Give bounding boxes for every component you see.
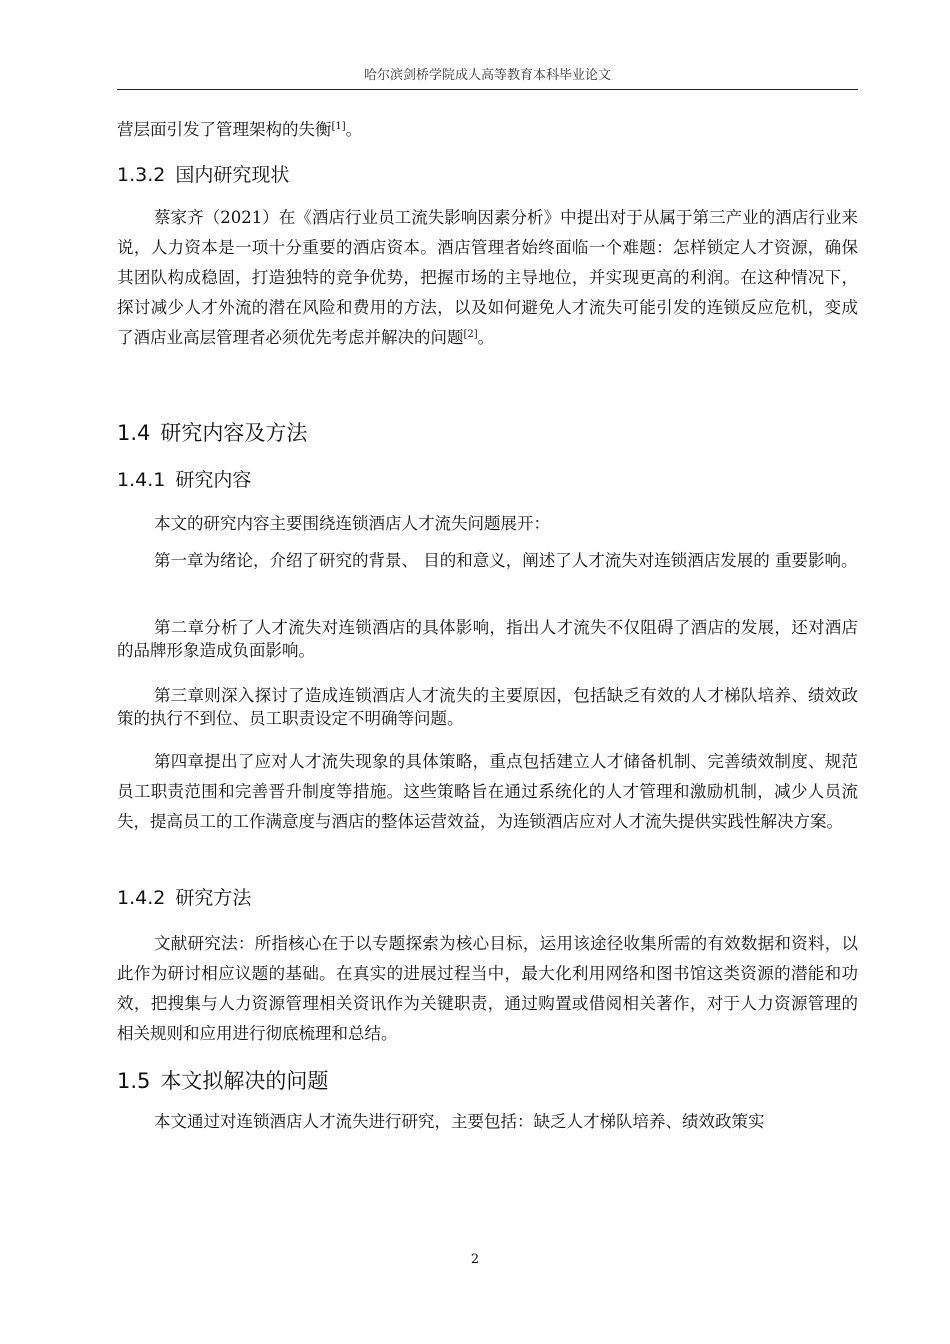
paragraph-problems: 本文通过对连锁酒店人才流失进行研究，主要包括：缺乏人才梯队培养、绩效政策实 (154, 1112, 765, 1131)
heading-1-5 (117, 1066, 858, 1096)
heading-title: 本文拟解决的问题 (160, 1069, 329, 1093)
heading-1-3-2 (117, 162, 858, 188)
continued-paragraph-text: 营层面引发了管理架构的失衡 (117, 120, 332, 139)
paragraph-text: 蔡家齐（2021）在《酒店行业员工流失影响因素分析》中提出对于从属于第三产业的酒店行业来说，人力资本是一项十分重要的酒店资本。酒店管理者始终面临一个难题：怎样锁定人才资源，确保其团队构成稳固，打造独特的竞争优势，把握市场的主导地位，并实现更高的利润。在这种情况下，探讨减少人才外流的潜在风险和费用的方法，以及如何避免人才流失可能引发的连锁反应危机，变成了酒店业高层管理者必须优先考虑并解决的问题 (117, 208, 858, 347)
heading-number: 1.5 (117, 1069, 151, 1093)
continued-paragraph (117, 115, 858, 145)
paragraph-chapter-3: 第三章则深入探讨了造成连锁酒店人才流失的主要原因，包括缺乏有效的人才梯队培养、绩效政策的执行不到位、员工职责设定不明确等问题。 (117, 686, 858, 728)
heading-number: 1.4.2 (117, 887, 166, 909)
heading-number: 1.3.2 (117, 164, 166, 186)
running-header: 哈尔滨剑桥学院成人高等教育本科毕业论文 (117, 64, 858, 90)
citation-ref: [2] (463, 329, 478, 340)
paragraph-chapter-4: 第四章提出了应对人才流失现象的具体策略，重点包括建立人才储备机制、完善绩效制度、规范员工职责范围和完善晋升制度等措施。这些策略旨在通过系统化的人才管理和激励机制，减少人员流失，提高员工的工作满意度与酒店的整体运营效益，为连锁酒店应对人才流失提供实践性解决方案。 (117, 752, 858, 831)
heading-number: 1.4 (117, 421, 151, 445)
heading-title: 研究内容 (175, 469, 252, 491)
heading-1-4 (117, 418, 858, 448)
heading-number: 1.4.1 (117, 469, 166, 491)
paragraph-chapter-1: 第一章为绪论，介绍了研究的背景、 目的和意义，阐述了人才流失对连锁酒店发展的 重要影响。 (154, 551, 858, 570)
heading-1-4-1 (117, 467, 858, 493)
paragraph-chapter-2: 第二章分析了人才流失对连锁酒店的具体影响，指出人才流失不仅阻碍了酒店的发展，还对酒店的品牌形象造成负面影响。 (117, 618, 858, 660)
paragraph-end: 。 (477, 328, 495, 347)
paragraph-domestic-research (117, 203, 858, 353)
citation-ref: [1] (331, 121, 346, 132)
heading-title: 研究方法 (175, 887, 252, 909)
heading-1-4-2 (117, 885, 858, 911)
paragraph-content-intro: 本文的研究内容主要围绕连锁酒店人才流失问题展开： (154, 514, 550, 533)
heading-title: 研究内容及方法 (160, 421, 308, 445)
paragraph-research-method: 文献研究法：所指核心在于以专题探索为核心目标，运用该途径收集所需的有效数据和资料，以此作为研讨相应议题的基础。在真实的进展过程当中，最大化利用网络和图书馆这类资源的潜能和功效，把搜集与人力资源管理相关资讯作为关键职责，通过购置或借阅相关著作，对于人力资源管理的相关规则和应用进行彻底梳理和总结。 (117, 934, 858, 1043)
heading-title: 国内研究现状 (175, 164, 290, 186)
page-number: 2 (470, 1252, 480, 1267)
continued-paragraph-end: 。 (345, 120, 363, 139)
